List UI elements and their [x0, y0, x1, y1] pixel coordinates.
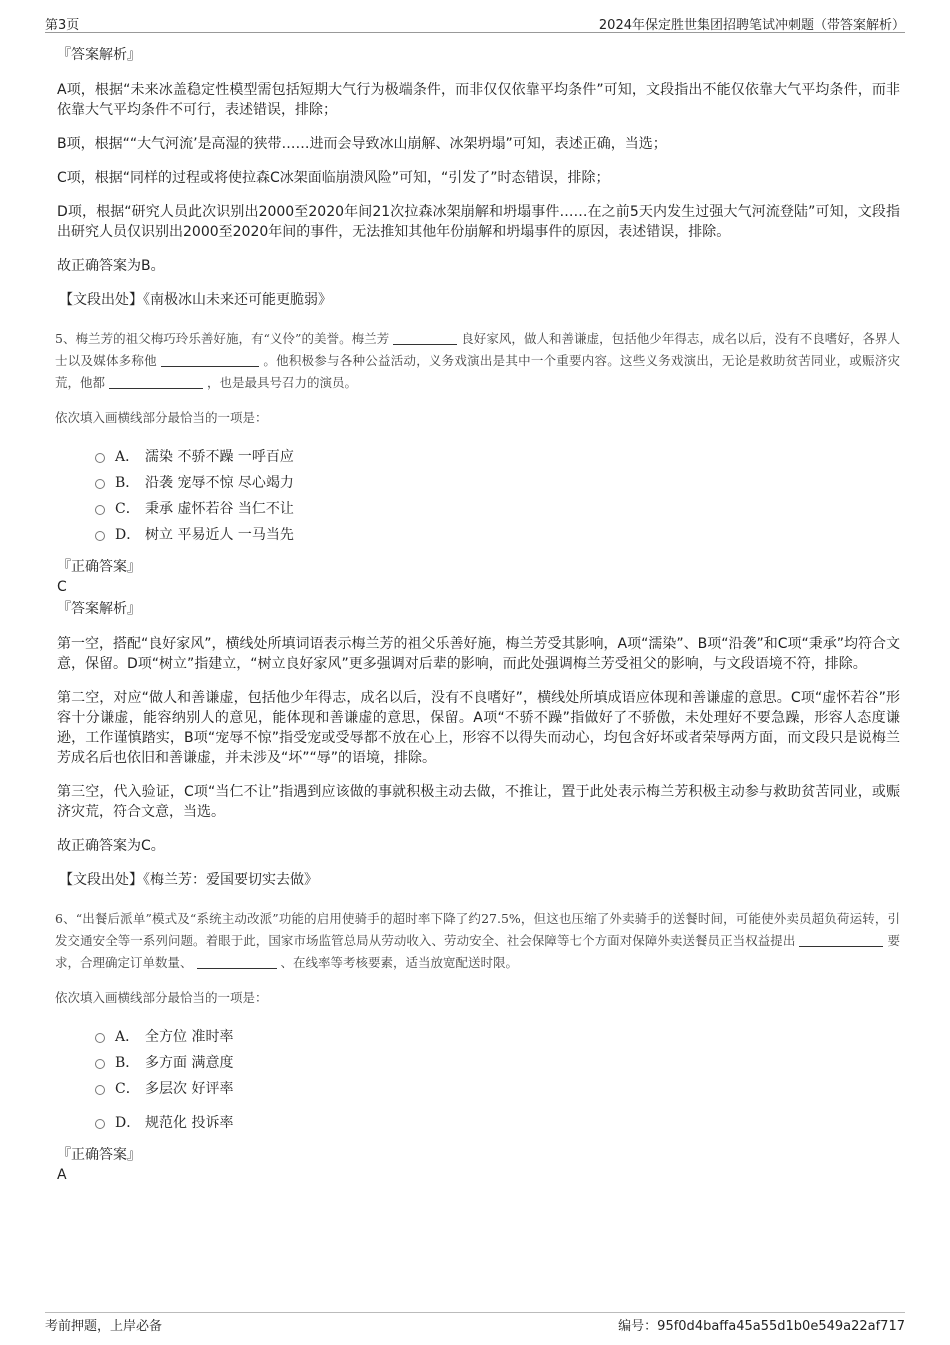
analysis-paragraph: B项，根据““大气河流’是高湿的狭带……进而会导致冰山崩解、冰架坍塌”可知，表述正确，当选； — [57, 136, 667, 152]
analysis-paragraph: 第一空，搭配“良好家风”，横线处所填词语表示梅兰芳的祖父乐善好施，梅兰芳受其影响，A项“濡染”、B项“沿袭”和C项“秉承”均符合文意，保留。D项“树立”指建立，“树立良好家风”更多强调对后辈的影响，而此处强调梅兰芳受祖父的影响，与文段语境不符，排除。 — [57, 636, 900, 672]
answer-conclusion: 故正确答案为C。 — [57, 838, 165, 854]
page-header — [45, 10, 905, 33]
fill-blank — [197, 954, 277, 969]
option-c[interactable]: C． 秉承 虚怀若谷 当仁不让 — [95, 496, 900, 522]
text-source: 【文段出处】《梅兰芳：爱国要切实去做》 — [59, 872, 318, 888]
fill-blank — [799, 932, 883, 947]
question-5-options — [95, 444, 900, 548]
page-footer — [45, 1312, 905, 1334]
option-a[interactable]: A． 全方位 准时率 — [95, 1024, 900, 1050]
page-content — [57, 46, 900, 1188]
answer-conclusion: 故正确答案为B。 — [57, 258, 165, 274]
correct-answer-heading: 『正确答案』 — [57, 1147, 141, 1163]
radio-button-icon[interactable] — [95, 1119, 105, 1129]
analysis-paragraph: 第二空，对应“做人和善谦虚，包括他少年得志，成名以后，没有不良嗜好”，横线处所填成语应体现和善谦虚的意思。C项“虚怀若谷”形容十分谦虚，能容纳别人的意见，能体现和善谦虚的意思，保留。A项“不骄不躁”指做好了不骄傲，未处理好不要急躁，形容人态度谦逊，工作谨慎踏实，B项“宠辱不惊”指受宠或受辱都不放在心上，形容不以得失而动心，均包含好坏或者荣辱两方面，而文段只是说梅兰芳成名后也依旧和善谦虚，并未涉及“坏”“辱”的语境，排除。 — [57, 690, 900, 766]
question-5-stem: 5、梅兰芳的祖父梅巧玲乐善好施，有“义伶”的美誉。梅兰芳 良好家风，做人和善谦虚，包括他少年得志，成名以后，没有不良嗜好，各界人士以及媒体多称他 。他积极参与各种公益活动，义务戏演出是其中一个重要内容。这些义务戏演出，无论是救助贫苦同业，或赈济灾荒，他都 ，也是最具号召力的演员。 — [55, 331, 900, 390]
correct-answer: C — [57, 579, 67, 595]
fill-blank — [393, 330, 457, 345]
option-b[interactable]: B． 沿袭 宠辱不惊 尽心竭力 — [95, 470, 900, 496]
radio-button-icon[interactable] — [95, 1085, 105, 1095]
analysis-heading: 『答案解析』 — [57, 47, 141, 63]
radio-button-icon[interactable] — [95, 505, 105, 515]
question-6-options — [95, 1024, 900, 1136]
fill-blank — [109, 374, 203, 389]
radio-button-icon[interactable] — [95, 531, 105, 541]
option-a[interactable]: A． 濡染 不骄不躁 一呼百应 — [95, 444, 900, 470]
document-code: 编号：95f0d4baffa45a55d1b0e549a22af717 — [618, 1319, 905, 1334]
correct-answer-heading: 『正确答案』 — [57, 559, 141, 575]
analysis-paragraph: 第三空，代入验证，C项“当仁不让”指遇到应该做的事就积极主动去做，不推让，置于此处表示梅兰芳积极主动参与救助贫苦同业，或赈济灾荒，符合文意，当选。 — [57, 784, 900, 820]
fill-blank — [161, 352, 259, 367]
analysis-paragraph: C项，根据“同样的过程或将使拉森C冰架面临崩溃风险”可知，“引发了”时态错误，排除； — [57, 170, 610, 186]
analysis-heading: 『答案解析』 — [57, 601, 141, 617]
correct-answer: A — [57, 1167, 67, 1183]
radio-button-icon[interactable] — [95, 453, 105, 463]
radio-button-icon[interactable] — [95, 479, 105, 489]
option-d[interactable]: D． 树立 平易近人 一马当先 — [95, 522, 900, 548]
option-d[interactable]: D． 规范化 投诉率 — [95, 1110, 900, 1136]
footer-note: 考前押题，上岸必备 — [45, 1319, 163, 1334]
analysis-paragraph: D项，根据“研究人员此次识别出2000至2020年间21次拉森冰架崩解和坍塌事件……在之前5天内发生过强大气河流登陆”可知，文段指出研究人员仅识别出2000至2020年间的事件，无法推知其他年份崩解和坍塌事件的原因，表述错误，排除。 — [57, 204, 900, 240]
question-instruction: 依次填入画横线部分最恰当的一项是： — [55, 990, 268, 1005]
question-instruction: 依次填入画横线部分最恰当的一项是： — [55, 410, 268, 425]
text-source: 【文段出处】《南极冰山未来还可能更脆弱》 — [59, 292, 332, 308]
radio-button-icon[interactable] — [95, 1059, 105, 1069]
option-c[interactable]: C． 多层次 好评率 — [95, 1076, 900, 1102]
document-title: 2024年保定胜世集团招聘笔试冲刺题（带答案解析） — [598, 18, 905, 33]
option-b[interactable]: B． 多方面 满意度 — [95, 1050, 900, 1076]
question-6-stem: 6、“出餐后派单”模式及“系统主动改派”功能的启用使骑手的超时率下降了约27.5%，但这也压缩了外卖骑手的送餐时间，可能使外卖员超负荷运转，引发交通安全等一系列问题。着眼于此，国家市场监管总局从劳动收入、劳动安全、社会保障等七个方面对保障外卖送餐员正当权益提出 要求，合理确定订单数量、 、在线率等考核要素，适当放宽配送时限。 — [55, 911, 900, 970]
page-number: 第3页 — [45, 18, 80, 33]
analysis-paragraph: A项，根据“未来冰盖稳定性模型需包括短期大气行为极端条件，而非仅仅依靠平均条件”可知，文段指出不能仅依靠大气平均条件，而非依靠大气平均条件不可行，表述错误，排除； — [57, 82, 900, 118]
radio-button-icon[interactable] — [95, 1033, 105, 1043]
